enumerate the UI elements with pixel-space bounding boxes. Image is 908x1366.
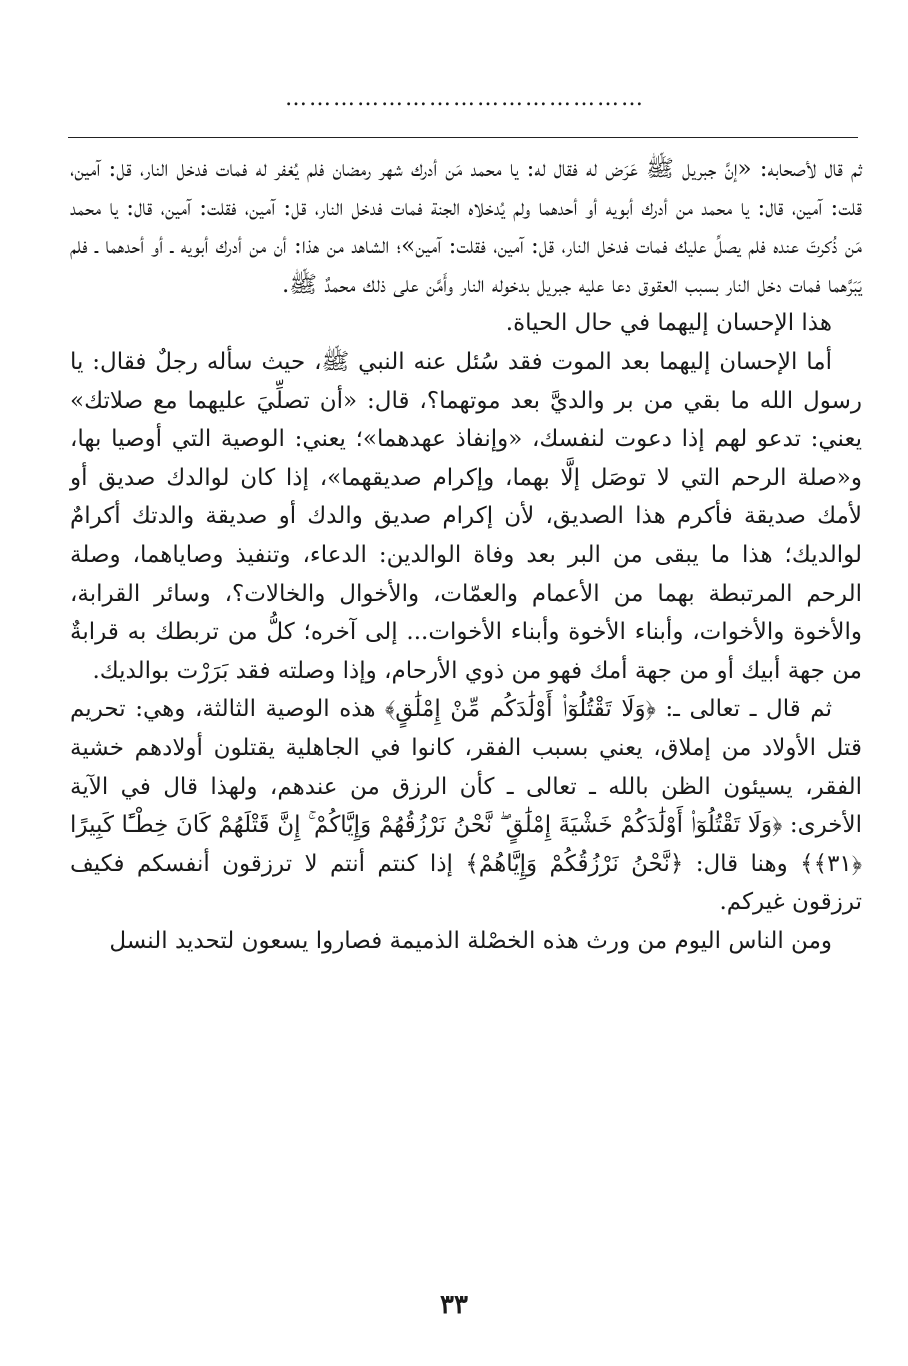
paragraph-tahdid-nasl: ومن الناس اليوم من ورث هذه الخصْلة الذميمة فصاروا يسعون لتحديد النسل <box>109 927 832 954</box>
page-number: ٣٣ <box>440 1290 468 1320</box>
paragraph-third-commandment: ثم قال ـ تعالى ـ: ﴿وَلَا تَقْتُلُوٓا۟ أَوْلَٰدَكُم مِّنْ إِمْلَٰقٍ﴾ هذه الوصية الثالثة، وهي: تحريم قتل الأولاد من إملاق، يعني بسبب الفقر، كانوا في الجاهلية يقتلون أولادهم خشية الفقر، يسيئون الظن بالله ـ تعالى ـ كأن الرزق من عندهم، ولهذا قال في الآية الأخرى: ﴿وَلَا تَقْتُلُوٓا۟ أَوْلَٰدَكُمْ خَشْيَةَ إِمْلَٰقٍ ۖ نَّحْنُ نَرْزُقُهُمْ وَإِيَّاكُمْ ۚ إِنَّ قَتْلَهُمْ كَانَ خِطْـًٔا كَبِيرًا ﴿٣١﴾﴾ وهنا قال: ﴿نَّحْنُ نَرْزُقُكُمْ وَإِيَّاهُمْ﴾ إذا كنتم أنتم لا ترزقون أنفسكم فكيف ترزقون غيركم. <box>70 696 862 916</box>
header-rule <box>68 137 858 138</box>
running-header-dots: ……………………………………… <box>285 86 645 111</box>
paragraph-hadith-jibril: ثم قال لأصحابه: «إنَّ جبريل ﷺ عَرَض له فقال له: يا محمد مَن أدرك شهر رمضان فلم يُغفر له فمات فدخل النار، قل: آمين، قلت: آمين، قال: يا محمد من أدرك أبويه أو أحدهما ولم يُدخلاه الجنة فمات فدخل النار، قل: آمين، فقلت: آمين، قال: يا محمد مَن ذُكرتَ عنده فلم يصلِّ عليك فمات فدخل النار، قل: آمين، فقلت: آمين»؛ الشاهد من هذا: أن من أدرك أبويه ـ أو أحدهما ـ فلم يَبَرَّهما فمات دخل النار بسبب العقوق دعا عليه جبريل بدخوله النار وأَمَّن على ذلك محمدٌ ﷺ. <box>70 156 862 298</box>
body-text <box>70 150 862 960</box>
paragraph-ihsan-baad-mawt: أما الإحسان إليهما بعد الموت فقد سُئل عنه النبي ﷺ، حيث سأله رجلٌ فقال: يا رسول الله ما بقي من بر والديَّ بعد موتهما؟، قال: «أن تصلِّيَ عليهما مع صلاتك» يعني: تدعو لهم إذا دعوت لنفسك، «وإنفاذ عهدهما»؛ يعني: الوصية التي أوصيا بها، و«صلة الرحم التي لا توصَل إلَّا بهما، وإكرام صديقهما»، إذا كان لوالدك صديق أو لأمك صديقة فأكرم هذا الصديق، لأن إكرام صديق والدك أو صديقة والدتك أكرامٌ لوالديك؛ هذا ما يبقى من البر بعد وفاة الوالدين: الدعاء، وتنفيذ وصاياهما، وصلة الرحم المرتبطة بهما من الأعمام والعمّات، والأخوال والخالات؟، وسائر القرابة، والأخوة والأخوات، وأبناء الأخوة وأبناء الأخوات... إلى آخره؛ كلُّ من تربطك به قرابةٌ من جهة أبيك أو من جهة أمك فهو من ذوي الأرحام، وإذا وصلته فقد بَرَرْت بوالديك. <box>70 348 862 684</box>
paragraph-ihsan-hayat: هذا الإحسان إليهما في حال الحياة. <box>505 310 832 337</box>
